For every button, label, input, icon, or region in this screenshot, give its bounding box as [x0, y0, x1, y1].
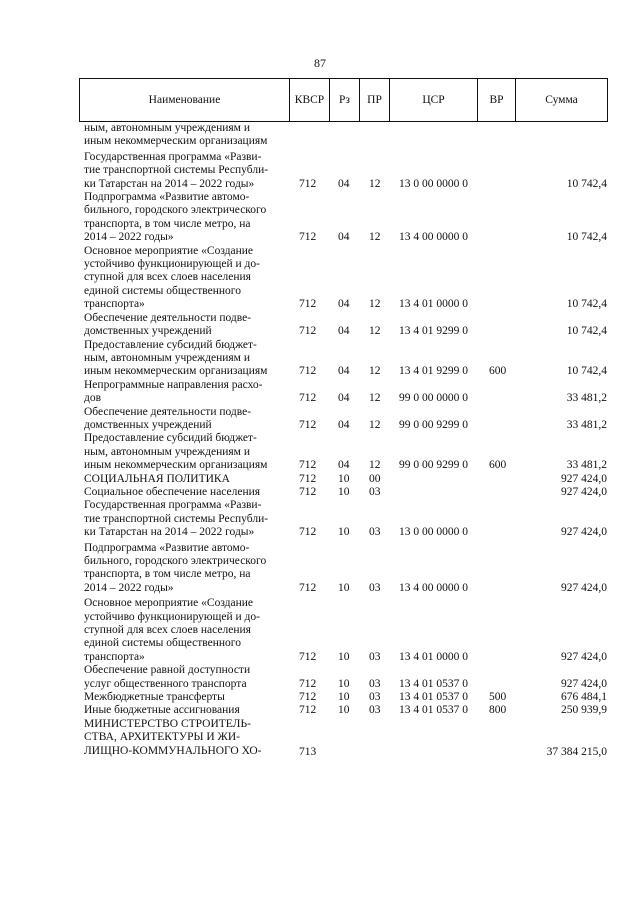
table-row: [79, 473, 607, 486]
cell-kvsr: 712: [299, 526, 317, 539]
cell-kvsr: 712: [299, 581, 317, 594]
cell-pr: 03: [369, 485, 381, 498]
cell-kvsr: 712: [299, 677, 317, 690]
row-name-line: Социальное обеспечение населения: [84, 485, 261, 498]
cell-vr: 800: [489, 704, 507, 717]
cell-rz: 04: [338, 392, 350, 405]
cell-kvsr: 712: [299, 325, 317, 338]
cell-pr: 12: [369, 231, 381, 244]
cell-pr: 03: [369, 650, 381, 663]
row-name: [79, 122, 289, 149]
row-name-line: иным некоммерческим организациям: [84, 135, 268, 148]
cell-rz: 10: [338, 650, 350, 663]
row-name-line: устойчиво функционирующей и до-: [84, 610, 260, 623]
table-row: [79, 597, 607, 664]
cell-sum: 37 384 215,0: [546, 745, 607, 758]
row-name-line: иным некоммерческим организациям: [84, 365, 268, 378]
table-body: [79, 122, 607, 758]
row-name: [79, 191, 289, 245]
row-name-line: ки Татарстан на 2014 – 2022 годы»: [84, 526, 255, 539]
cell-kvsr: 712: [299, 365, 317, 378]
cell-rz: 10: [338, 581, 350, 594]
cell-csr: 13 0 00 0000 0: [399, 526, 468, 539]
row-name-line: Обеспечение равной доступности: [84, 664, 251, 677]
cell-kvsr: 712: [299, 704, 317, 717]
cell-sum: 676 484,1: [561, 691, 607, 704]
row-name-line: Межбюджетные трансферты: [84, 691, 225, 704]
cell-pr: 12: [369, 459, 381, 472]
table-row: [79, 406, 607, 433]
row-name: [79, 432, 289, 472]
cell-kvsr: 712: [299, 650, 317, 663]
cell-pr: 12: [369, 325, 381, 338]
cell-csr: 13 4 01 0537 0: [399, 704, 468, 717]
row-name-line: Непрограммные направления расхо-: [84, 378, 263, 391]
row-name-line: устойчиво функционирующей и до-: [84, 258, 260, 271]
row-name: [79, 245, 289, 312]
cell-vr: 500: [489, 691, 507, 704]
cell-sum: 927 424,0: [561, 581, 607, 594]
cell-kvsr: 712: [299, 418, 317, 431]
table-row: [79, 379, 607, 406]
cell-kvsr: 712: [299, 177, 317, 190]
cell-csr: 13 4 01 0000 0: [399, 298, 468, 311]
row-name-line: иным некоммерческим организациям: [84, 459, 268, 472]
row-name: [79, 542, 289, 596]
cell-pr: 12: [369, 365, 381, 378]
cell-csr: 13 4 01 0000 0: [399, 650, 468, 663]
header-rz: Рз: [330, 79, 360, 122]
row-name: [79, 486, 289, 499]
table-row: [79, 704, 607, 717]
cell-sum: 33 481,2: [566, 418, 607, 431]
cell-rz: 04: [338, 298, 350, 311]
row-name-line: транспорта»: [84, 298, 145, 311]
row-name-line: Предоставление субсидий бюджет-: [84, 432, 257, 445]
row-name-line: Основное мероприятие «Создание: [84, 597, 254, 610]
table-row: [79, 486, 607, 499]
cell-kvsr: 712: [299, 459, 317, 472]
cell-sum: 10 742,4: [566, 177, 607, 190]
cell-sum: 10 742,4: [566, 298, 607, 311]
row-name-line: единой системы общественного: [84, 284, 241, 297]
cell-pr: 12: [369, 177, 381, 190]
cell-kvsr: 712: [299, 691, 317, 704]
cell-kvsr: 712: [299, 485, 317, 498]
row-name: [79, 379, 289, 406]
cell-rz: 04: [338, 177, 350, 190]
cell-rz: 04: [338, 231, 350, 244]
row-name-line: Предоставление субсидий бюджет-: [84, 338, 257, 351]
row-name-line: услуг общественного транспорта: [84, 677, 247, 690]
row-name-line: домственных учреждений: [84, 325, 212, 338]
cell-sum: 10 742,4: [566, 231, 607, 244]
row-name-line: Государственная программа «Разви-: [84, 499, 262, 512]
table-row: [79, 718, 607, 758]
row-name-line: бильного, городского электрического: [84, 204, 267, 217]
cell-rz: 10: [338, 485, 350, 498]
cell-csr: 13 4 01 9299 0: [399, 325, 468, 338]
row-name: [79, 597, 289, 664]
cell-sum: 10 742,4: [566, 325, 607, 338]
row-name: [79, 691, 289, 704]
cell-rz: 04: [338, 365, 350, 378]
table-row: [79, 191, 607, 245]
row-name-line: тие транспортной системы Республи-: [84, 164, 269, 177]
row-name-line: домственных учреждений: [84, 418, 212, 431]
table-row: [79, 691, 607, 704]
row-name-line: СТВА, АРХИТЕКТУРЫ И ЖИ-: [84, 731, 240, 744]
cell-rz: 04: [338, 459, 350, 472]
row-name-line: ЛИЩНО-КОММУНАЛЬНОГО ХО-: [84, 744, 262, 757]
cell-kvsr: 712: [299, 231, 317, 244]
cell-csr: 13 4 01 9299 0: [399, 365, 468, 378]
cell-sum: 927 424,0: [561, 650, 607, 663]
header-kvsr: КВСР: [290, 79, 330, 122]
row-name-line: транспорта, в том числе метро, на: [84, 568, 251, 581]
row-name: [79, 499, 289, 539]
cell-sum: 927 424,0: [561, 472, 607, 485]
row-name-line: ным, автономным учреждениям и: [84, 351, 250, 364]
cell-rz: 10: [338, 677, 350, 690]
row-name-line: ступной для всех слоев населения: [84, 624, 251, 637]
cell-sum: 10 742,4: [566, 365, 607, 378]
cell-csr: 13 4 01 0537 0: [399, 677, 468, 690]
cell-sum: 927 424,0: [561, 677, 607, 690]
cell-kvsr: 712: [299, 472, 317, 485]
row-name-line: бильного, городского электрического: [84, 555, 267, 567]
row-name-line: Подпрограмма «Развитие автомо-: [84, 191, 250, 204]
row-name-line: 2014 – 2022 годы»: [84, 231, 174, 244]
table-header: [79, 78, 608, 122]
table-row: [79, 312, 607, 339]
cell-kvsr: 713: [299, 745, 317, 758]
row-name-line: Обеспечение деятельности подве-: [84, 405, 252, 418]
row-name-line: Основное мероприятие «Создание: [84, 244, 254, 257]
cell-csr: 13 4 00 0000 0: [399, 581, 468, 594]
row-name-line: ным, автономным учреждениям и: [84, 445, 250, 458]
table-row: [79, 542, 607, 596]
cell-pr: 03: [369, 581, 381, 594]
row-name: [79, 339, 289, 379]
header-name: Наименование: [80, 79, 290, 122]
row-name-line: ки Татарстан на 2014 – 2022 годы»: [84, 177, 255, 190]
cell-vr: 600: [489, 365, 507, 378]
header-csr: ЦСР: [390, 79, 478, 122]
row-name: [79, 718, 289, 758]
row-name-line: ным, автономным учреждениям и: [84, 122, 250, 134]
cell-kvsr: 712: [299, 392, 317, 405]
cell-vr: 600: [489, 459, 507, 472]
row-name: [79, 312, 289, 339]
cell-csr: 13 4 00 0000 0: [399, 231, 468, 244]
cell-pr: 12: [369, 298, 381, 311]
cell-pr: 12: [369, 392, 381, 405]
cell-pr: 03: [369, 691, 381, 704]
row-name-line: СОЦИАЛЬНАЯ ПОЛИТИКА: [84, 472, 230, 485]
header-vr: ВР: [478, 79, 516, 122]
cell-csr: 99 0 00 0000 0: [399, 392, 468, 405]
cell-rz: 10: [338, 691, 350, 704]
row-name-line: Государственная программа «Разви-: [84, 150, 262, 163]
cell-csr: 99 0 00 9299 0: [399, 459, 468, 472]
cell-sum: 927 424,0: [561, 526, 607, 539]
cell-csr: 99 0 00 9299 0: [399, 418, 468, 431]
table-row: [79, 339, 607, 379]
table-row: [79, 245, 607, 312]
cell-rz: 10: [338, 704, 350, 717]
cell-pr: 03: [369, 526, 381, 539]
cell-rz: 10: [338, 472, 350, 485]
cell-csr: 13 0 00 0000 0: [399, 177, 468, 190]
row-name: [79, 473, 289, 486]
row-name-line: тие транспортной системы Республи-: [84, 512, 269, 525]
cell-sum: 250 939,9: [561, 704, 607, 717]
header-pr: ПР: [360, 79, 390, 122]
row-name-line: ступной для всех слоев населения: [84, 271, 251, 284]
row-name-line: транспорта, в том числе метро, на: [84, 217, 251, 230]
row-name-line: Обеспечение деятельности подве-: [84, 311, 252, 324]
row-name-line: 2014 – 2022 годы»: [84, 581, 174, 594]
row-name: [79, 664, 289, 691]
cell-rz: 10: [338, 526, 350, 539]
row-name-line: дов: [84, 392, 102, 405]
cell-pr: 03: [369, 677, 381, 690]
cell-sum: 33 481,2: [566, 392, 607, 405]
table-row: [79, 122, 607, 149]
cell-csr: 13 4 01 0537 0: [399, 691, 468, 704]
row-name-line: транспорта»: [84, 650, 145, 663]
row-name: [79, 704, 289, 717]
row-name: [79, 406, 289, 433]
row-name-line: Подпрограмма «Развитие автомо-: [84, 541, 250, 554]
cell-kvsr: 712: [299, 298, 317, 311]
row-name-line: МИНИСТЕРСТВО СТРОИТЕЛЬ-: [84, 717, 251, 730]
table-row: [79, 664, 607, 691]
table-row: [79, 151, 607, 191]
header-sum: Сумма: [516, 79, 608, 122]
page-number: 87: [314, 56, 326, 70]
cell-sum: 33 481,2: [566, 459, 607, 472]
cell-sum: 927 424,0: [561, 485, 607, 498]
cell-rz: 04: [338, 418, 350, 431]
cell-rz: 04: [338, 325, 350, 338]
cell-pr: 00: [369, 472, 381, 485]
row-name-line: Иные бюджетные ассигнования: [84, 704, 240, 717]
cell-pr: 12: [369, 418, 381, 431]
row-name: [79, 151, 289, 191]
table-row: [79, 499, 607, 539]
table-row: [79, 432, 607, 472]
cell-pr: 03: [369, 704, 381, 717]
row-name-line: единой системы общественного: [84, 637, 241, 650]
